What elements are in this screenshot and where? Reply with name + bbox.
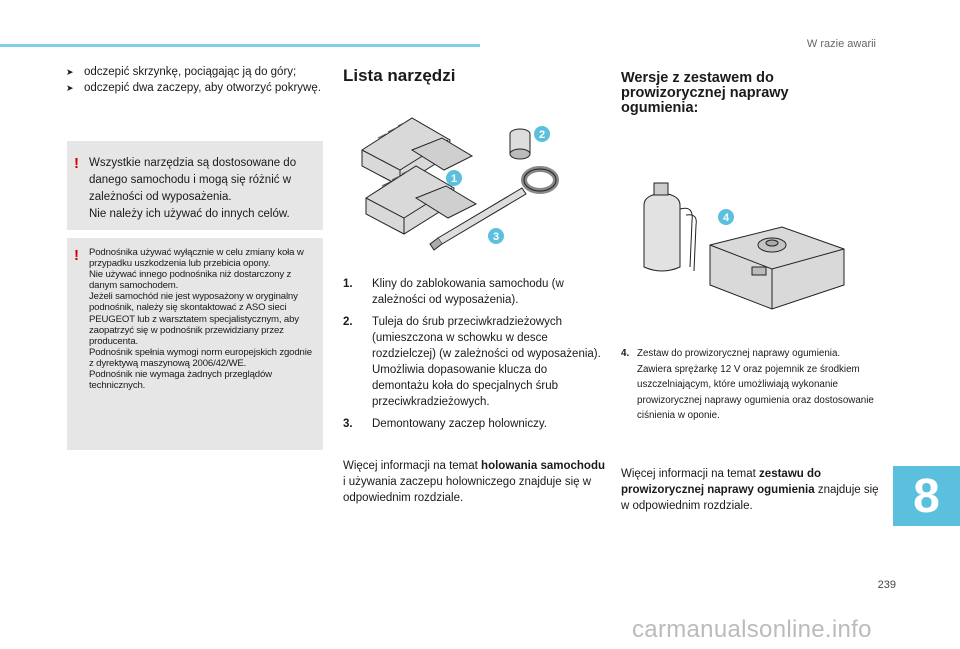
- warning-box-tools: [67, 141, 323, 230]
- list-item: ➤ odczepić dwa zaczepy, aby otworzyć pokrywę.: [66, 82, 321, 94]
- callout-3: 3: [492, 231, 500, 243]
- page-number: 239: [877, 579, 896, 591]
- warning-text: Wszystkie narzędzia są dostosowane do danego samochodu i mogą się różnić w zależności od wyposażenia.: [89, 157, 297, 203]
- tools-list-title: Lista narzędzi: [343, 66, 456, 85]
- repair-kit-list: [621, 346, 883, 424]
- warning-text: Podnośnika używać wyłącznie w celu zmiany koła w przypadku uszkodzenia lub przebicia opony.: [89, 247, 304, 270]
- warning-text: Jeżeli samochód nie jest wyposażony w oryginalny podnośnik, należy się skontaktować z ASO sieci PEUGEOT lub z warsztatem specjalistycznym, aby zaopatrzyć się w podnośnik przewidziany przez producenta.: [89, 291, 299, 347]
- list-item: 4. Zestaw do prowizorycznej naprawy ogumienia. Zawiera sprężarkę 12 V oraz pojemnik ze środkiem uszczelniającym, które umożliwiają wykonanie prowizorycznej naprawy ogumienia oraz dostosowanie ciśnienia w oponie.: [621, 348, 874, 422]
- tools-illustration: [352, 110, 584, 270]
- callout-4: 4: [722, 212, 730, 224]
- warning-box-jack: [67, 238, 323, 450]
- more-info-repair-kit: Więcej informacji na temat zestawu do prowizorycznej naprawy ogumienia znajduje się w odpowiednim rozdziale.: [621, 468, 879, 512]
- arrow-right-icon: ➤: [66, 83, 74, 93]
- section-title: W razie awarii: [806, 38, 876, 50]
- chapter-tab: 8: [893, 466, 960, 526]
- bullet-list: [66, 64, 324, 96]
- warning-text: Podnośnik nie wymaga żadnych przeglądów technicznych.: [89, 369, 272, 392]
- header-accent-bar: [0, 44, 480, 47]
- tools-list: [343, 276, 601, 438]
- list-item: ➤ odczepić skrzynkę, pociągając ją do góry;: [66, 66, 297, 78]
- arrow-right-icon: ➤: [66, 67, 74, 77]
- link-repair-kit: zestawu do prowizorycznej naprawy ogumienia: [621, 468, 822, 496]
- column-left: [66, 64, 324, 96]
- exclamation-icon: !: [74, 155, 79, 172]
- list-item: 2. Tuleja do śrub przeciwkradzieżowych (umieszczona w schowku w desce rozdzielczej) (w zależności od wyposażenia). Umożliwia dopasowanie klucza do demontażu koła do specjalnych śrub przeciwkradzieżowych.: [343, 316, 601, 408]
- repair-kit-illustration: [632, 175, 852, 315]
- list-item: 1. Kliny do zablokowania samochodu (w zależności od wyposażenia).: [343, 278, 564, 306]
- warning-text: Podnośnik spełnia wymogi norm europejskich zgodnie z dyrektywą maszynową 2006/42/WE.: [89, 346, 312, 369]
- callout-1: 1: [450, 173, 458, 185]
- list-item: 3. Demontowany zaczep holowniczy.: [343, 418, 547, 430]
- exclamation-icon: !: [74, 247, 79, 264]
- callout-2: 2: [538, 129, 546, 141]
- watermark: carmanualsonline.info: [632, 616, 872, 643]
- warning-text: Nie należy ich używać do innych celów.: [89, 208, 290, 220]
- repair-kit-title: Wersje z zestawem do prowizorycznej naprawy ogumienia:: [621, 70, 789, 116]
- more-info-towing: Więcej informacji na temat holowania samochodu i używania zaczepu holowniczego znajduje się w odpowiednim rozdziale.: [343, 460, 606, 504]
- link-towing: holowania samochodu: [481, 460, 606, 472]
- warning-text: Nie używać innego podnośnika niż dostarczony z danym samochodem.: [89, 269, 292, 292]
